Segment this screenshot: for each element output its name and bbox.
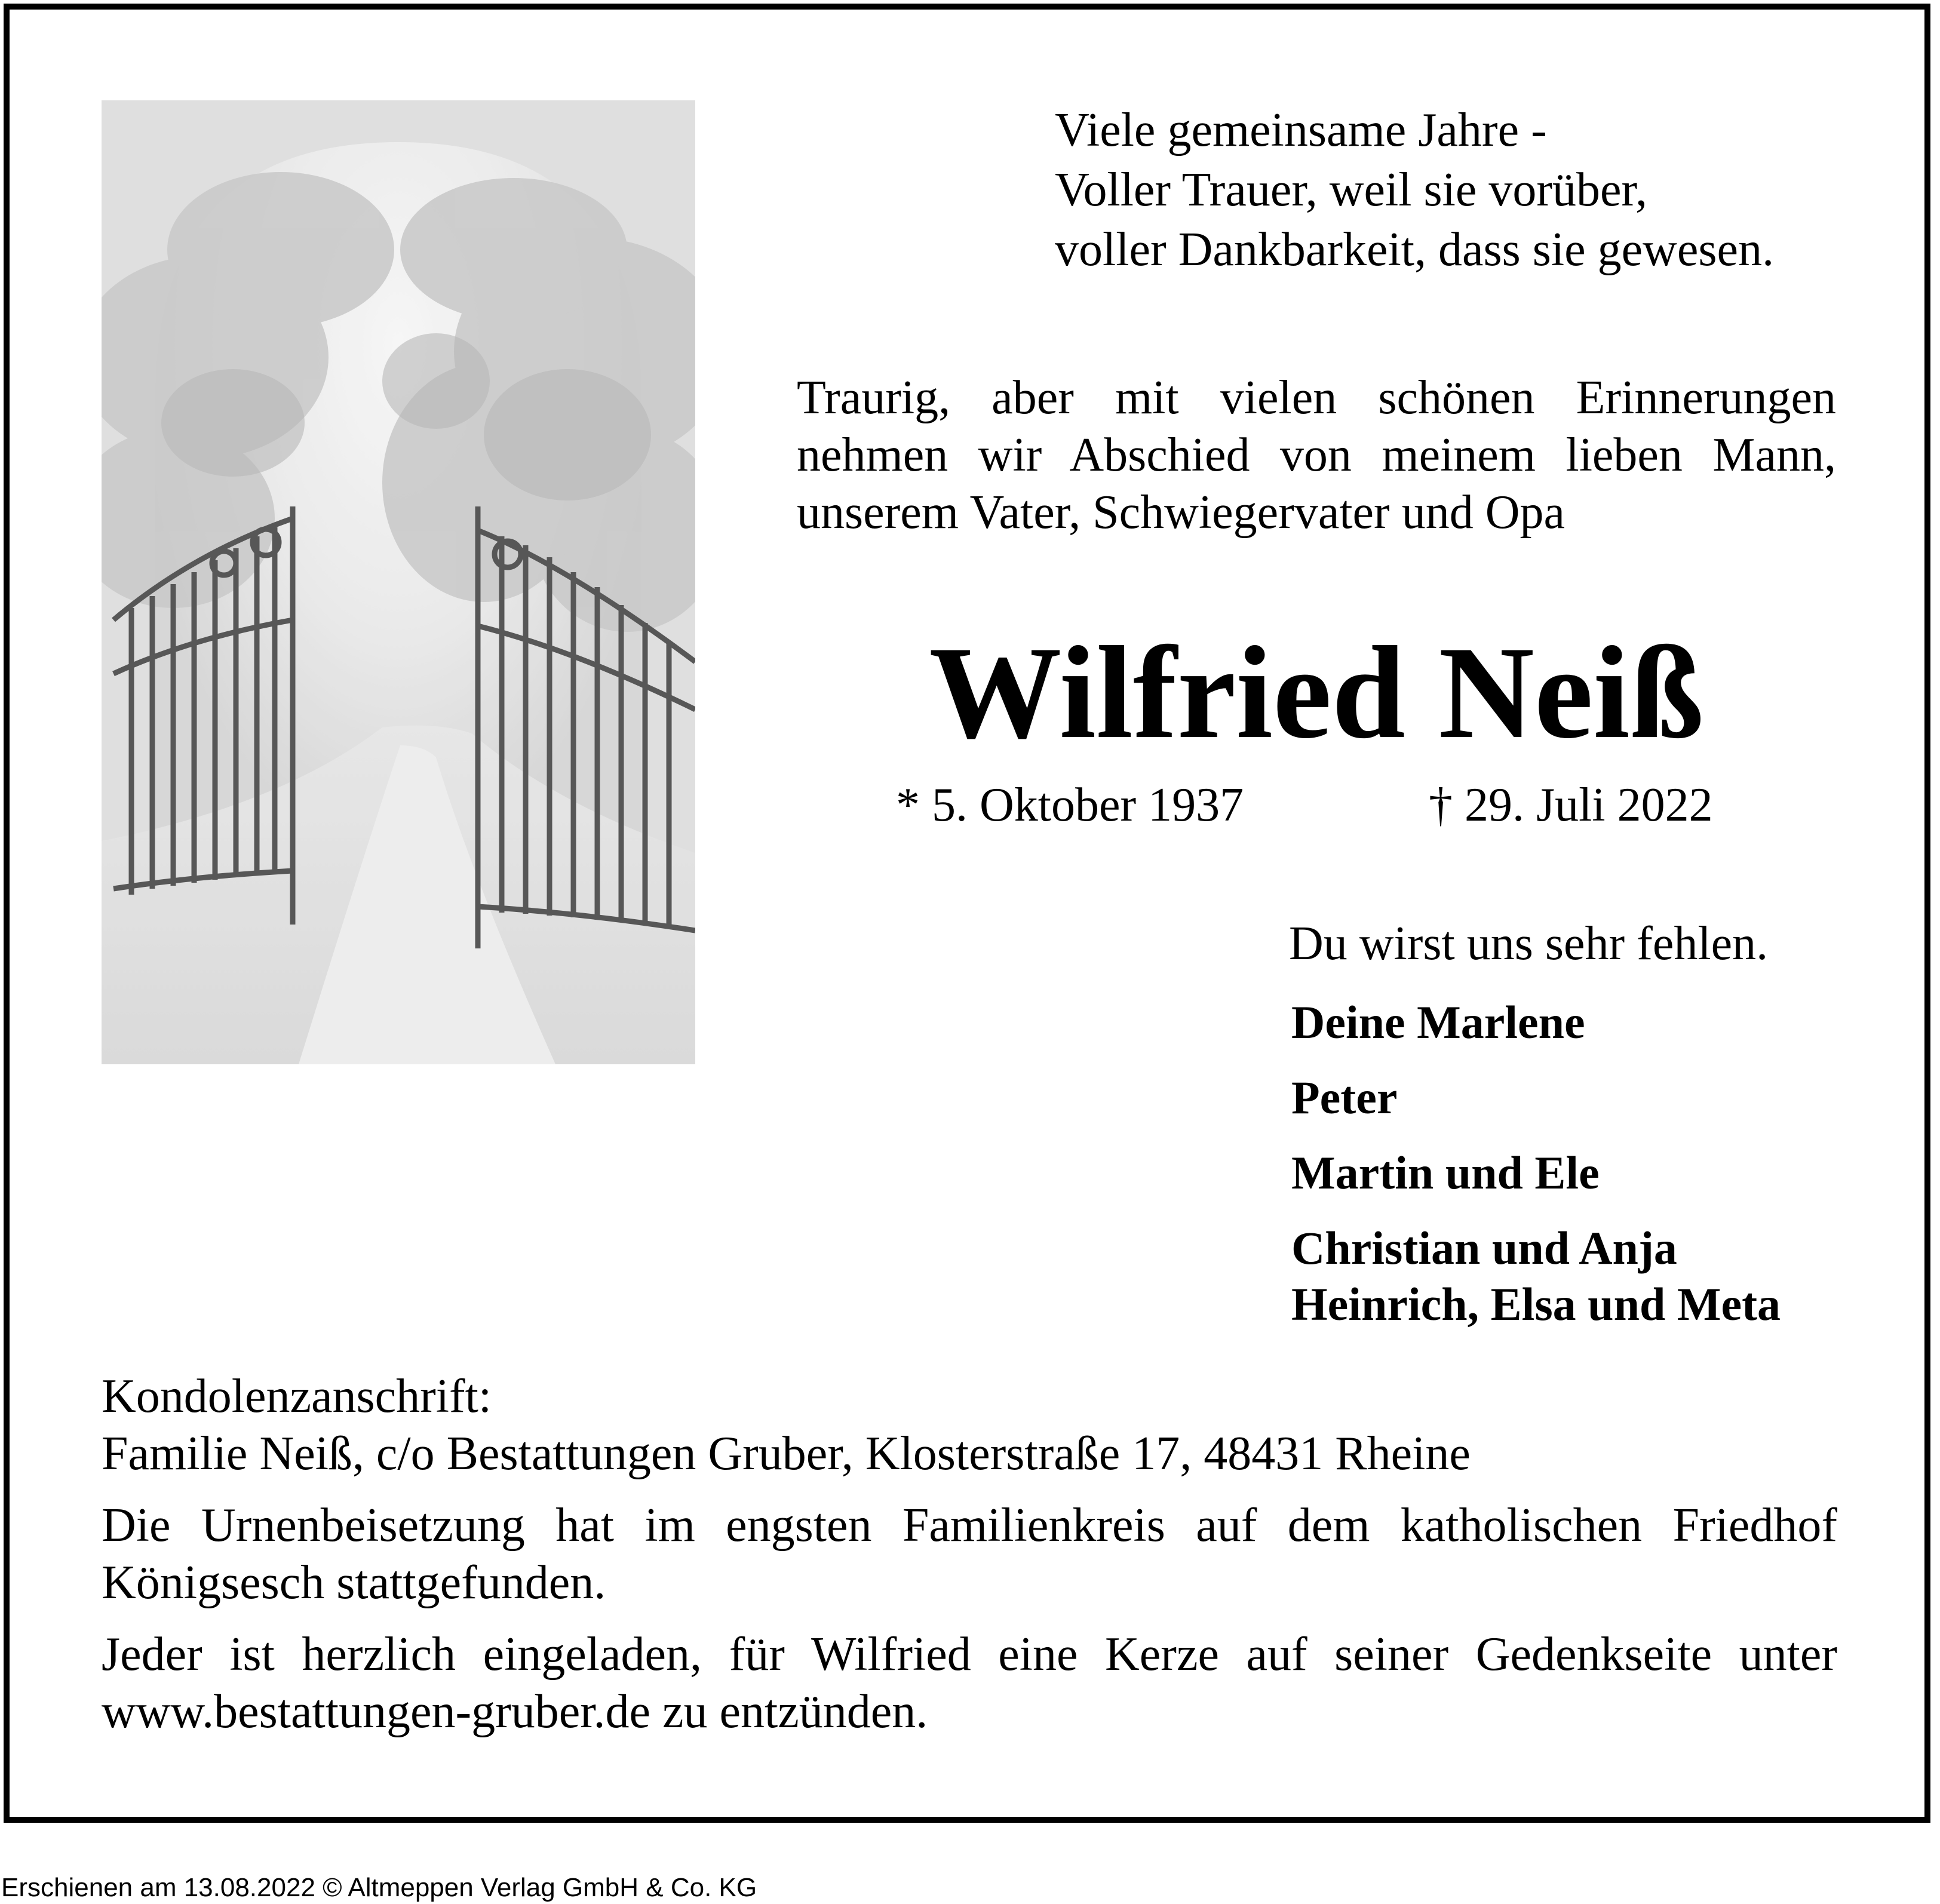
death-date: † 29. Juli 2022 (1429, 779, 1713, 831)
intro-line: nehmen wir Abschied von meinem lieben Mann, (797, 429, 1836, 481)
mourner-name: Peter (1291, 1071, 1398, 1123)
deceased-name: Wilfried Neiß (929, 619, 1704, 766)
burial-line: Die Urnenbeisetzung hat im engsten Familienkreis auf dem katholischen Friedhof (102, 1499, 1837, 1552)
gate-illustration (102, 100, 695, 1064)
mourner-name: Heinrich, Elsa und Meta (1291, 1278, 1781, 1330)
intro-line: Traurig, aber mit vielen schönen Erinnerungen (797, 371, 1836, 424)
intro-paragraph (797, 369, 1836, 541)
intro-line: unserem Vater, Schwiegervater und Opa (797, 486, 1565, 539)
candle-paragraph (102, 1626, 1837, 1740)
poem-line: voller Dankbarkeit, dass sie gewesen. (1055, 223, 1775, 276)
mourner-name: Martin und Ele (1291, 1147, 1600, 1199)
poem-line: Viele gemeinsame Jahre - (1055, 104, 1547, 156)
condolence-address: Familie Neiß, c/o Bestattungen Gruber, Klosterstraße 17, 48431 Rheine (102, 1427, 1471, 1480)
publication-footer: Erschienen am 13.08.2022 © Altmeppen Verlag GmbH & Co. KG (1, 1873, 757, 1902)
farewell-line: Du wirst uns sehr fehlen. (1289, 917, 1769, 970)
burial-line: Königsesch stattgefunden. (102, 1556, 606, 1609)
candle-line: Jeder ist herzlich eingeladen, für Wilfried eine Kerze auf seiner Gedenkseite unter (102, 1628, 1837, 1681)
birth-date: * 5. Oktober 1937 (896, 779, 1244, 831)
candle-line: www.bestattungen-gruber.de zu entzünden. (102, 1685, 928, 1738)
mourner-name: Christian und Anja (1291, 1222, 1677, 1274)
burial-paragraph (102, 1497, 1837, 1611)
condolence-label: Kondolenzanschrift: (102, 1370, 492, 1423)
memorial-poem (1055, 100, 1891, 280)
mourner-name: Deine Marlene (1291, 996, 1585, 1048)
poem-line: Voller Trauer, weil sie vorüber, (1055, 164, 1647, 216)
condolence-block (102, 1368, 1837, 1482)
gate-garden-photo (102, 100, 695, 1064)
